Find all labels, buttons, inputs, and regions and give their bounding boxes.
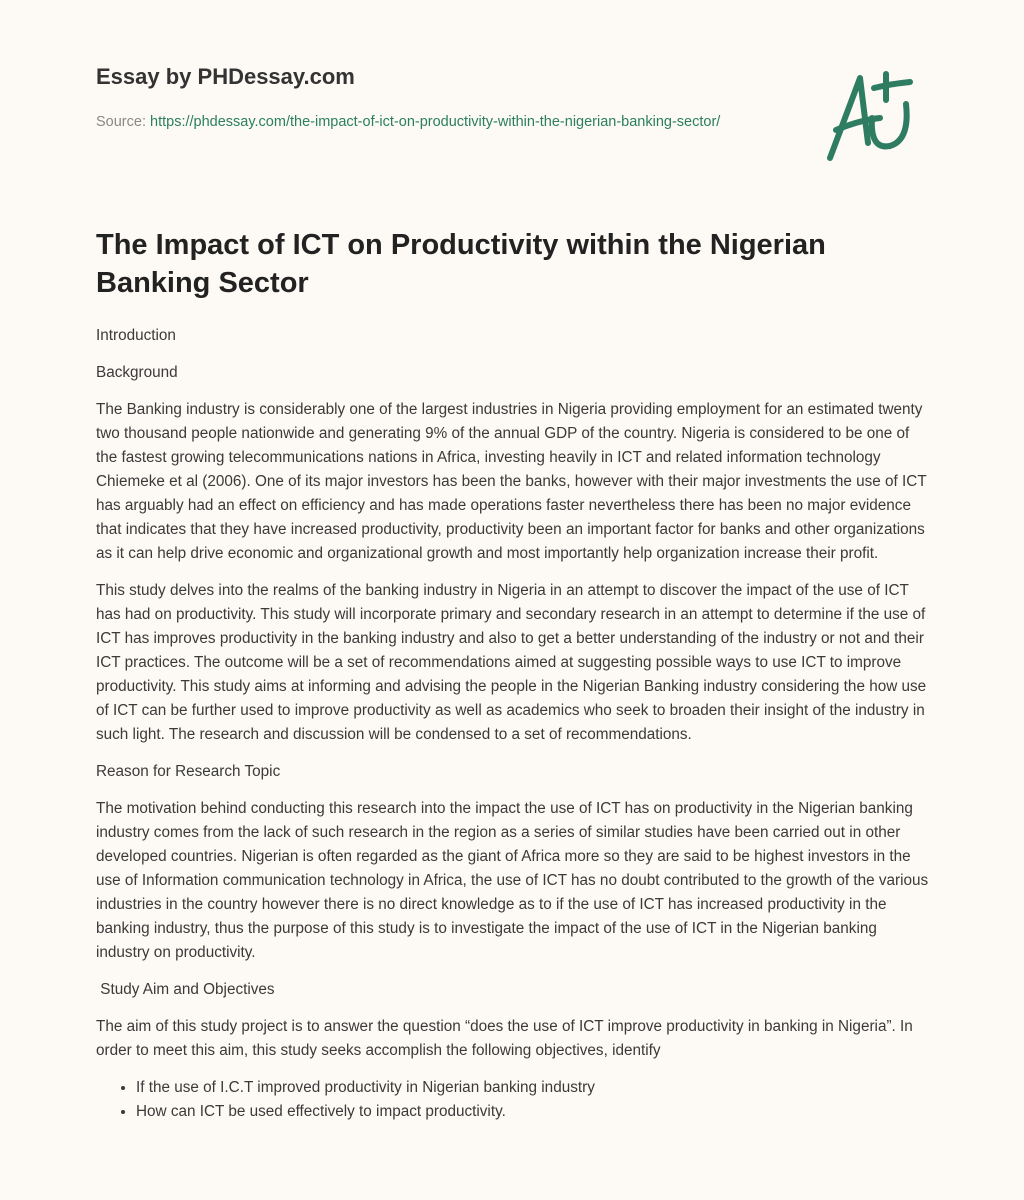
list-item: • If the use of I.C.T improved productivity in Nigerian banking industry (136, 1076, 932, 1100)
paragraph: The Banking industry is considerably one of the largest industries in Nigeria providing employment for an estimated twenty two thousand people nationwide and generating 9% of the annual GDP of the country. Nigeria is considered to be one of the fastest growing telecommunications nations in Africa, investing heavily in ICT and related information technology Chiemeke et al (2006). One of its major investors has been the banks, however with their major investments the use of ICT has arguably had an effect on efficiency and has made operations faster nevertheless there has been no major evidence that indicates that they have increased productivity, productivity been an important factor for banks and other organizations as it can help drive economic and organizational growth and most importantly help organization increase their profit. (96, 401, 927, 562)
objectives-list (96, 1076, 932, 1124)
source-label: Source: (96, 114, 146, 130)
paragraph: The aim of this study project is to answer the question “does the use of ICT improve productivity in banking in Nigeria”. In order to meet this aim, this study seeks accomplish the following objectives, identify (96, 1018, 913, 1059)
source-link[interactable]: https://phdessay.com/the-impact-of-ict-on-productivity-within-the-nigerian-banking-sector/ (150, 114, 721, 130)
heading-background: Background (96, 364, 178, 381)
source-line (96, 110, 736, 135)
heading-aim: Study Aim and Objectives (96, 981, 275, 998)
site-brand: Essay by PHDessay.com (96, 64, 355, 89)
essay-body (96, 324, 932, 1124)
paragraph: This study delves into the realms of the banking industry in Nigeria in an attempt to discover the impact of the use of ICT has had on productivity. This study will incorporate primary and secondary research in an attempt to determine if the use of ICT has improves productivity in the banking industry and also to get a better understanding of the industry or not and their ICT practices. The outcome will be a set of recommendations aimed at suggesting possible ways to use ICT to improve productivity. This study aims at informing and advising the people in the Nigerian Banking industry considering the how use of ICT can be further used to improve productivity as well as academics who seek to broaden their insight of the industry in such light. The research and discussion will be condensed to a set of recommendations. (96, 582, 927, 743)
page-title: The Impact of ICT on Productivity within the Nigerian Banking Sector (96, 229, 826, 299)
heading-reason: Reason for Research Topic (96, 763, 281, 780)
heading-introduction: Introduction (96, 327, 176, 344)
a-plus-logo-icon (820, 68, 930, 168)
paragraph: The motivation behind conducting this research into the impact the use of ICT has on productivity in the Nigerian banking industry comes from the lack of such research in the region as a series of similar studies have been carried out in other developed countries. Nigerian is often regarded as the giant of Africa more so they are said to be highest investors in the use of Information communication technology in Africa, the use of ICT has no doubt contributed to the growth of the various industries in the country however there is no direct knowledge as to if the use of ICT has increased productivity in the banking industry, thus the purpose of this study is to investigate the impact of the use of ICT in the Nigerian banking industry on productivity. (96, 800, 929, 961)
list-item: • How can ICT be used effectively to impact productivity. (136, 1100, 932, 1124)
